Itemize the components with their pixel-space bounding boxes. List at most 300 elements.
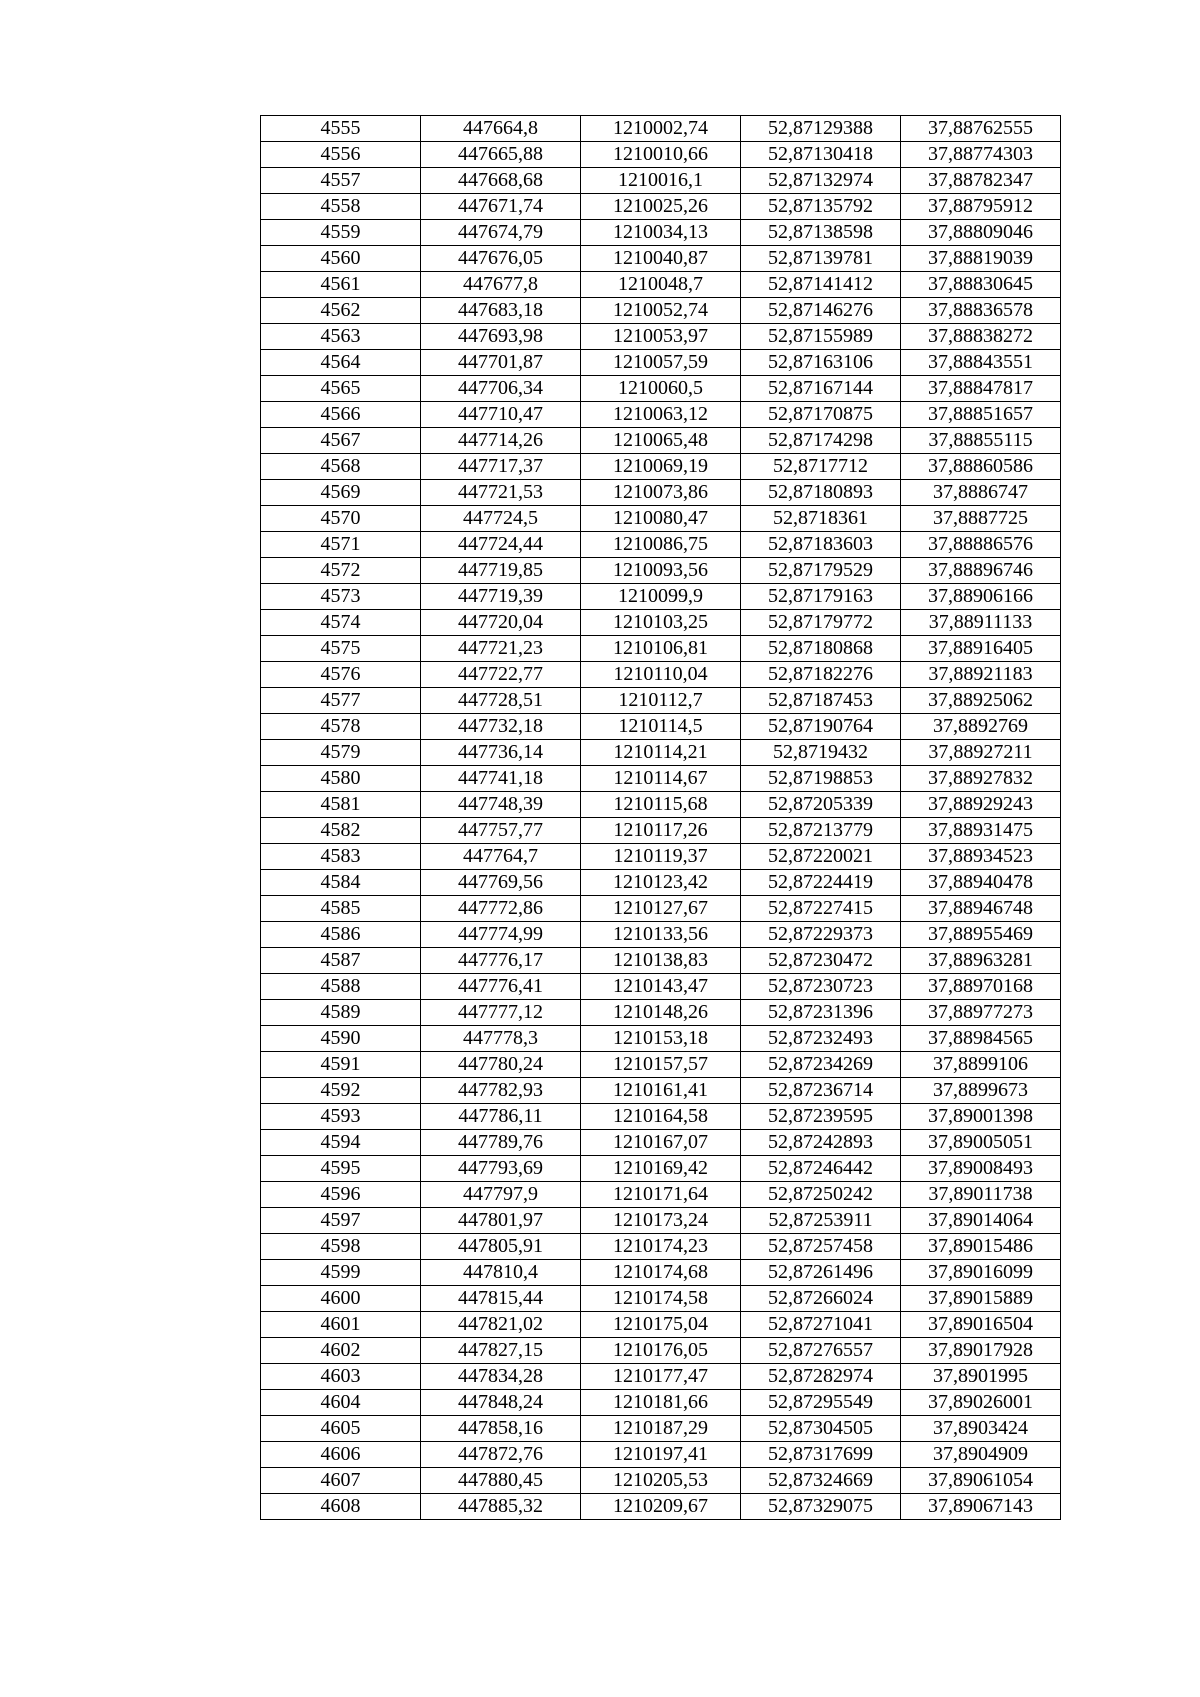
y-coordinate-cell: 1210153,18 <box>581 1026 741 1052</box>
y-coordinate-cell: 1210016,1 <box>581 168 741 194</box>
table-row <box>261 1338 1061 1364</box>
y-coordinate-cell: 1210169,42 <box>581 1156 741 1182</box>
y-coordinate-cell: 1210177,47 <box>581 1364 741 1390</box>
latitude-cell: 52,87230472 <box>741 948 901 974</box>
x-coordinate-cell: 447880,45 <box>421 1468 581 1494</box>
latitude-cell: 52,87224419 <box>741 870 901 896</box>
table-row <box>261 714 1061 740</box>
table-row <box>261 1026 1061 1052</box>
longitude-cell: 37,88927832 <box>901 766 1061 792</box>
latitude-cell: 52,87234269 <box>741 1052 901 1078</box>
point-number-cell: 4587 <box>261 948 421 974</box>
latitude-cell: 52,87167144 <box>741 376 901 402</box>
table-row <box>261 402 1061 428</box>
y-coordinate-cell: 1210174,58 <box>581 1286 741 1312</box>
x-coordinate-cell: 447776,17 <box>421 948 581 974</box>
latitude-cell: 52,87271041 <box>741 1312 901 1338</box>
latitude-cell: 52,87139781 <box>741 246 901 272</box>
table-row <box>261 558 1061 584</box>
point-number-cell: 4566 <box>261 402 421 428</box>
table-row <box>261 324 1061 350</box>
point-number-cell: 4567 <box>261 428 421 454</box>
point-number-cell: 4607 <box>261 1468 421 1494</box>
table-row <box>261 1260 1061 1286</box>
latitude-cell: 52,87276557 <box>741 1338 901 1364</box>
longitude-cell: 37,88830645 <box>901 272 1061 298</box>
table-row <box>261 766 1061 792</box>
x-coordinate-cell: 447693,98 <box>421 324 581 350</box>
y-coordinate-cell: 1210123,42 <box>581 870 741 896</box>
longitude-cell: 37,88906166 <box>901 584 1061 610</box>
point-number-cell: 4595 <box>261 1156 421 1182</box>
x-coordinate-cell: 447668,68 <box>421 168 581 194</box>
x-coordinate-cell: 447848,24 <box>421 1390 581 1416</box>
point-number-cell: 4574 <box>261 610 421 636</box>
longitude-cell: 37,8901995 <box>901 1364 1061 1390</box>
x-coordinate-cell: 447706,34 <box>421 376 581 402</box>
latitude-cell: 52,87324669 <box>741 1468 901 1494</box>
table-row <box>261 272 1061 298</box>
table-row <box>261 1078 1061 1104</box>
table-row <box>261 792 1061 818</box>
x-coordinate-cell: 447674,79 <box>421 220 581 246</box>
y-coordinate-cell: 1210157,57 <box>581 1052 741 1078</box>
point-number-cell: 4602 <box>261 1338 421 1364</box>
point-number-cell: 4558 <box>261 194 421 220</box>
x-coordinate-cell: 447793,69 <box>421 1156 581 1182</box>
point-number-cell: 4579 <box>261 740 421 766</box>
x-coordinate-cell: 447719,39 <box>421 584 581 610</box>
x-coordinate-cell: 447728,51 <box>421 688 581 714</box>
latitude-cell: 52,87253911 <box>741 1208 901 1234</box>
table-row <box>261 1442 1061 1468</box>
table-row <box>261 532 1061 558</box>
table-row <box>261 922 1061 948</box>
point-number-cell: 4590 <box>261 1026 421 1052</box>
y-coordinate-cell: 1210114,5 <box>581 714 741 740</box>
x-coordinate-cell: 447789,76 <box>421 1130 581 1156</box>
latitude-cell: 52,87304505 <box>741 1416 901 1442</box>
table-row <box>261 1234 1061 1260</box>
x-coordinate-cell: 447724,44 <box>421 532 581 558</box>
latitude-cell: 52,87257458 <box>741 1234 901 1260</box>
x-coordinate-cell: 447736,14 <box>421 740 581 766</box>
y-coordinate-cell: 1210138,83 <box>581 948 741 974</box>
latitude-cell: 52,87229373 <box>741 922 901 948</box>
table-row <box>261 1416 1061 1442</box>
latitude-cell: 52,87179772 <box>741 610 901 636</box>
x-coordinate-cell: 447764,7 <box>421 844 581 870</box>
point-number-cell: 4606 <box>261 1442 421 1468</box>
table-row <box>261 896 1061 922</box>
latitude-cell: 52,87180868 <box>741 636 901 662</box>
x-coordinate-cell: 447677,8 <box>421 272 581 298</box>
point-number-cell: 4556 <box>261 142 421 168</box>
longitude-cell: 37,88836578 <box>901 298 1061 324</box>
point-number-cell: 4588 <box>261 974 421 1000</box>
y-coordinate-cell: 1210181,66 <box>581 1390 741 1416</box>
point-number-cell: 4596 <box>261 1182 421 1208</box>
table-row <box>261 1286 1061 1312</box>
table-row <box>261 1182 1061 1208</box>
y-coordinate-cell: 1210127,67 <box>581 896 741 922</box>
latitude-cell: 52,87179163 <box>741 584 901 610</box>
longitude-cell: 37,88851657 <box>901 402 1061 428</box>
table-row <box>261 168 1061 194</box>
point-number-cell: 4573 <box>261 584 421 610</box>
x-coordinate-cell: 447821,02 <box>421 1312 581 1338</box>
longitude-cell: 37,88896746 <box>901 558 1061 584</box>
x-coordinate-cell: 447721,23 <box>421 636 581 662</box>
point-number-cell: 4557 <box>261 168 421 194</box>
x-coordinate-cell: 447748,39 <box>421 792 581 818</box>
x-coordinate-cell: 447805,91 <box>421 1234 581 1260</box>
latitude-cell: 52,87183603 <box>741 532 901 558</box>
point-number-cell: 4597 <box>261 1208 421 1234</box>
latitude-cell: 52,87232493 <box>741 1026 901 1052</box>
longitude-cell: 37,89016099 <box>901 1260 1061 1286</box>
latitude-cell: 52,87190764 <box>741 714 901 740</box>
x-coordinate-cell: 447676,05 <box>421 246 581 272</box>
point-number-cell: 4578 <box>261 714 421 740</box>
x-coordinate-cell: 447724,5 <box>421 506 581 532</box>
x-coordinate-cell: 447801,97 <box>421 1208 581 1234</box>
latitude-cell: 52,87295549 <box>741 1390 901 1416</box>
y-coordinate-cell: 1210080,47 <box>581 506 741 532</box>
latitude-cell: 52,87174298 <box>741 428 901 454</box>
y-coordinate-cell: 1210093,56 <box>581 558 741 584</box>
point-number-cell: 4580 <box>261 766 421 792</box>
y-coordinate-cell: 1210106,81 <box>581 636 741 662</box>
longitude-cell: 37,89011738 <box>901 1182 1061 1208</box>
table-row <box>261 1494 1061 1520</box>
point-number-cell: 4570 <box>261 506 421 532</box>
longitude-cell: 37,88838272 <box>901 324 1061 350</box>
y-coordinate-cell: 1210086,75 <box>581 532 741 558</box>
y-coordinate-cell: 1210209,67 <box>581 1494 741 1520</box>
x-coordinate-cell: 447797,9 <box>421 1182 581 1208</box>
y-coordinate-cell: 1210002,74 <box>581 116 741 142</box>
latitude-cell: 52,87141412 <box>741 272 901 298</box>
longitude-cell: 37,88860586 <box>901 454 1061 480</box>
longitude-cell: 37,88843551 <box>901 350 1061 376</box>
x-coordinate-cell: 447872,76 <box>421 1442 581 1468</box>
latitude-cell: 52,87230723 <box>741 974 901 1000</box>
y-coordinate-cell: 1210174,23 <box>581 1234 741 1260</box>
longitude-cell: 37,88977273 <box>901 1000 1061 1026</box>
point-number-cell: 4585 <box>261 896 421 922</box>
latitude-cell: 52,87132974 <box>741 168 901 194</box>
longitude-cell: 37,88921183 <box>901 662 1061 688</box>
y-coordinate-cell: 1210053,97 <box>581 324 741 350</box>
latitude-cell: 52,87179529 <box>741 558 901 584</box>
longitude-cell: 37,88911133 <box>901 610 1061 636</box>
longitude-cell: 37,8903424 <box>901 1416 1061 1442</box>
longitude-cell: 37,8886747 <box>901 480 1061 506</box>
point-number-cell: 4591 <box>261 1052 421 1078</box>
longitude-cell: 37,89015486 <box>901 1234 1061 1260</box>
point-number-cell: 4575 <box>261 636 421 662</box>
longitude-cell: 37,88819039 <box>901 246 1061 272</box>
y-coordinate-cell: 1210052,74 <box>581 298 741 324</box>
y-coordinate-cell: 1210117,26 <box>581 818 741 844</box>
x-coordinate-cell: 447757,77 <box>421 818 581 844</box>
latitude-cell: 52,87239595 <box>741 1104 901 1130</box>
table-row <box>261 870 1061 896</box>
table-row <box>261 740 1061 766</box>
x-coordinate-cell: 447885,32 <box>421 1494 581 1520</box>
longitude-cell: 37,88782347 <box>901 168 1061 194</box>
latitude-cell: 52,87231396 <box>741 1000 901 1026</box>
point-number-cell: 4565 <box>261 376 421 402</box>
latitude-cell: 52,87146276 <box>741 298 901 324</box>
latitude-cell: 52,87236714 <box>741 1078 901 1104</box>
x-coordinate-cell: 447722,77 <box>421 662 581 688</box>
latitude-cell: 52,87282974 <box>741 1364 901 1390</box>
table-row <box>261 1000 1061 1026</box>
latitude-cell: 52,87180893 <box>741 480 901 506</box>
table-row <box>261 1312 1061 1338</box>
point-number-cell: 4589 <box>261 1000 421 1026</box>
longitude-cell: 37,89026001 <box>901 1390 1061 1416</box>
point-number-cell: 4603 <box>261 1364 421 1390</box>
x-coordinate-cell: 447858,16 <box>421 1416 581 1442</box>
x-coordinate-cell: 447827,15 <box>421 1338 581 1364</box>
longitude-cell: 37,89014064 <box>901 1208 1061 1234</box>
x-coordinate-cell: 447780,24 <box>421 1052 581 1078</box>
y-coordinate-cell: 1210164,58 <box>581 1104 741 1130</box>
latitude-cell: 52,87129388 <box>741 116 901 142</box>
x-coordinate-cell: 447701,87 <box>421 350 581 376</box>
latitude-cell: 52,87130418 <box>741 142 901 168</box>
longitude-cell: 37,88855115 <box>901 428 1061 454</box>
point-number-cell: 4600 <box>261 1286 421 1312</box>
longitude-cell: 37,89001398 <box>901 1104 1061 1130</box>
latitude-cell: 52,87205339 <box>741 792 901 818</box>
point-number-cell: 4582 <box>261 818 421 844</box>
table-row <box>261 142 1061 168</box>
latitude-cell: 52,87198853 <box>741 766 901 792</box>
x-coordinate-cell: 447719,85 <box>421 558 581 584</box>
table-row <box>261 350 1061 376</box>
table-row <box>261 948 1061 974</box>
table-row <box>261 454 1061 480</box>
point-number-cell: 4581 <box>261 792 421 818</box>
y-coordinate-cell: 1210060,5 <box>581 376 741 402</box>
y-coordinate-cell: 1210110,04 <box>581 662 741 688</box>
point-number-cell: 4601 <box>261 1312 421 1338</box>
longitude-cell: 37,88927211 <box>901 740 1061 766</box>
point-number-cell: 4583 <box>261 844 421 870</box>
latitude-cell: 52,87266024 <box>741 1286 901 1312</box>
x-coordinate-cell: 447772,86 <box>421 896 581 922</box>
point-number-cell: 4571 <box>261 532 421 558</box>
longitude-cell: 37,8899673 <box>901 1078 1061 1104</box>
table-row <box>261 246 1061 272</box>
latitude-cell: 52,87227415 <box>741 896 901 922</box>
latitude-cell: 52,87317699 <box>741 1442 901 1468</box>
table-row <box>261 1468 1061 1494</box>
table-row <box>261 480 1061 506</box>
y-coordinate-cell: 1210048,7 <box>581 272 741 298</box>
latitude-cell: 52,87138598 <box>741 220 901 246</box>
y-coordinate-cell: 1210176,05 <box>581 1338 741 1364</box>
y-coordinate-cell: 1210148,26 <box>581 1000 741 1026</box>
point-number-cell: 4598 <box>261 1234 421 1260</box>
x-coordinate-cell: 447786,11 <box>421 1104 581 1130</box>
y-coordinate-cell: 1210057,59 <box>581 350 741 376</box>
point-number-cell: 4608 <box>261 1494 421 1520</box>
latitude-cell: 52,87329075 <box>741 1494 901 1520</box>
longitude-cell: 37,89015889 <box>901 1286 1061 1312</box>
longitude-cell: 37,88931475 <box>901 818 1061 844</box>
point-number-cell: 4594 <box>261 1130 421 1156</box>
x-coordinate-cell: 447720,04 <box>421 610 581 636</box>
y-coordinate-cell: 1210175,04 <box>581 1312 741 1338</box>
table-row <box>261 610 1061 636</box>
longitude-cell: 37,88925062 <box>901 688 1061 714</box>
longitude-cell: 37,8899106 <box>901 1052 1061 1078</box>
point-number-cell: 4576 <box>261 662 421 688</box>
point-number-cell: 4599 <box>261 1260 421 1286</box>
y-coordinate-cell: 1210133,56 <box>581 922 741 948</box>
x-coordinate-cell: 447683,18 <box>421 298 581 324</box>
y-coordinate-cell: 1210069,19 <box>581 454 741 480</box>
y-coordinate-cell: 1210025,26 <box>581 194 741 220</box>
y-coordinate-cell: 1210161,41 <box>581 1078 741 1104</box>
latitude-cell: 52,87250242 <box>741 1182 901 1208</box>
longitude-cell: 37,88795912 <box>901 194 1061 220</box>
latitude-cell: 52,87155989 <box>741 324 901 350</box>
latitude-cell: 52,87246442 <box>741 1156 901 1182</box>
y-coordinate-cell: 1210115,68 <box>581 792 741 818</box>
x-coordinate-cell: 447665,88 <box>421 142 581 168</box>
longitude-cell: 37,88929243 <box>901 792 1061 818</box>
longitude-cell: 37,8892769 <box>901 714 1061 740</box>
point-number-cell: 4593 <box>261 1104 421 1130</box>
point-number-cell: 4561 <box>261 272 421 298</box>
point-number-cell: 4584 <box>261 870 421 896</box>
longitude-cell: 37,88946748 <box>901 896 1061 922</box>
point-number-cell: 4569 <box>261 480 421 506</box>
table-row <box>261 1364 1061 1390</box>
table-row <box>261 506 1061 532</box>
longitude-cell: 37,88809046 <box>901 220 1061 246</box>
table-row <box>261 1156 1061 1182</box>
point-number-cell: 4605 <box>261 1416 421 1442</box>
table-row <box>261 376 1061 402</box>
longitude-cell: 37,89008493 <box>901 1156 1061 1182</box>
longitude-cell: 37,88940478 <box>901 870 1061 896</box>
y-coordinate-cell: 1210143,47 <box>581 974 741 1000</box>
point-number-cell: 4568 <box>261 454 421 480</box>
y-coordinate-cell: 1210205,53 <box>581 1468 741 1494</box>
table-row <box>261 584 1061 610</box>
y-coordinate-cell: 1210167,07 <box>581 1130 741 1156</box>
x-coordinate-cell: 447815,44 <box>421 1286 581 1312</box>
x-coordinate-cell: 447778,3 <box>421 1026 581 1052</box>
latitude-cell: 52,8718361 <box>741 506 901 532</box>
latitude-cell: 52,87187453 <box>741 688 901 714</box>
point-number-cell: 4577 <box>261 688 421 714</box>
x-coordinate-cell: 447714,26 <box>421 428 581 454</box>
x-coordinate-cell: 447834,28 <box>421 1364 581 1390</box>
y-coordinate-cell: 1210114,21 <box>581 740 741 766</box>
longitude-cell: 37,89017928 <box>901 1338 1061 1364</box>
longitude-cell: 37,8904909 <box>901 1442 1061 1468</box>
latitude-cell: 52,87261496 <box>741 1260 901 1286</box>
latitude-cell: 52,87242893 <box>741 1130 901 1156</box>
table-row <box>261 1052 1061 1078</box>
y-coordinate-cell: 1210040,87 <box>581 246 741 272</box>
y-coordinate-cell: 1210063,12 <box>581 402 741 428</box>
latitude-cell: 52,87135792 <box>741 194 901 220</box>
y-coordinate-cell: 1210099,9 <box>581 584 741 610</box>
longitude-cell: 37,88970168 <box>901 974 1061 1000</box>
longitude-cell: 37,88963281 <box>901 948 1061 974</box>
point-number-cell: 4592 <box>261 1078 421 1104</box>
y-coordinate-cell: 1210119,37 <box>581 844 741 870</box>
x-coordinate-cell: 447721,53 <box>421 480 581 506</box>
table-row <box>261 298 1061 324</box>
point-number-cell: 4560 <box>261 246 421 272</box>
x-coordinate-cell: 447782,93 <box>421 1078 581 1104</box>
y-coordinate-cell: 1210114,67 <box>581 766 741 792</box>
longitude-cell: 37,89061054 <box>901 1468 1061 1494</box>
latitude-cell: 52,87220021 <box>741 844 901 870</box>
x-coordinate-cell: 447810,4 <box>421 1260 581 1286</box>
latitude-cell: 52,87213779 <box>741 818 901 844</box>
y-coordinate-cell: 1210010,66 <box>581 142 741 168</box>
y-coordinate-cell: 1210073,86 <box>581 480 741 506</box>
coordinates-table-body <box>261 116 1061 1520</box>
longitude-cell: 37,8887725 <box>901 506 1061 532</box>
x-coordinate-cell: 447774,99 <box>421 922 581 948</box>
coordinates-table <box>260 115 1061 1520</box>
x-coordinate-cell: 447769,56 <box>421 870 581 896</box>
point-number-cell: 4563 <box>261 324 421 350</box>
latitude-cell: 52,8717712 <box>741 454 901 480</box>
y-coordinate-cell: 1210171,64 <box>581 1182 741 1208</box>
y-coordinate-cell: 1210065,48 <box>581 428 741 454</box>
point-number-cell: 4586 <box>261 922 421 948</box>
y-coordinate-cell: 1210103,25 <box>581 610 741 636</box>
x-coordinate-cell: 447710,47 <box>421 402 581 428</box>
table-row <box>261 194 1061 220</box>
y-coordinate-cell: 1210174,68 <box>581 1260 741 1286</box>
table-row <box>261 636 1061 662</box>
y-coordinate-cell: 1210197,41 <box>581 1442 741 1468</box>
point-number-cell: 4564 <box>261 350 421 376</box>
x-coordinate-cell: 447664,8 <box>421 116 581 142</box>
x-coordinate-cell: 447741,18 <box>421 766 581 792</box>
table-row <box>261 662 1061 688</box>
point-number-cell: 4559 <box>261 220 421 246</box>
x-coordinate-cell: 447671,74 <box>421 194 581 220</box>
y-coordinate-cell: 1210173,24 <box>581 1208 741 1234</box>
table-row <box>261 1208 1061 1234</box>
longitude-cell: 37,88955469 <box>901 922 1061 948</box>
table-row <box>261 844 1061 870</box>
longitude-cell: 37,88847817 <box>901 376 1061 402</box>
longitude-cell: 37,88886576 <box>901 532 1061 558</box>
latitude-cell: 52,8719432 <box>741 740 901 766</box>
latitude-cell: 52,87163106 <box>741 350 901 376</box>
point-number-cell: 4562 <box>261 298 421 324</box>
table-row <box>261 688 1061 714</box>
table-row <box>261 818 1061 844</box>
longitude-cell: 37,89016504 <box>901 1312 1061 1338</box>
